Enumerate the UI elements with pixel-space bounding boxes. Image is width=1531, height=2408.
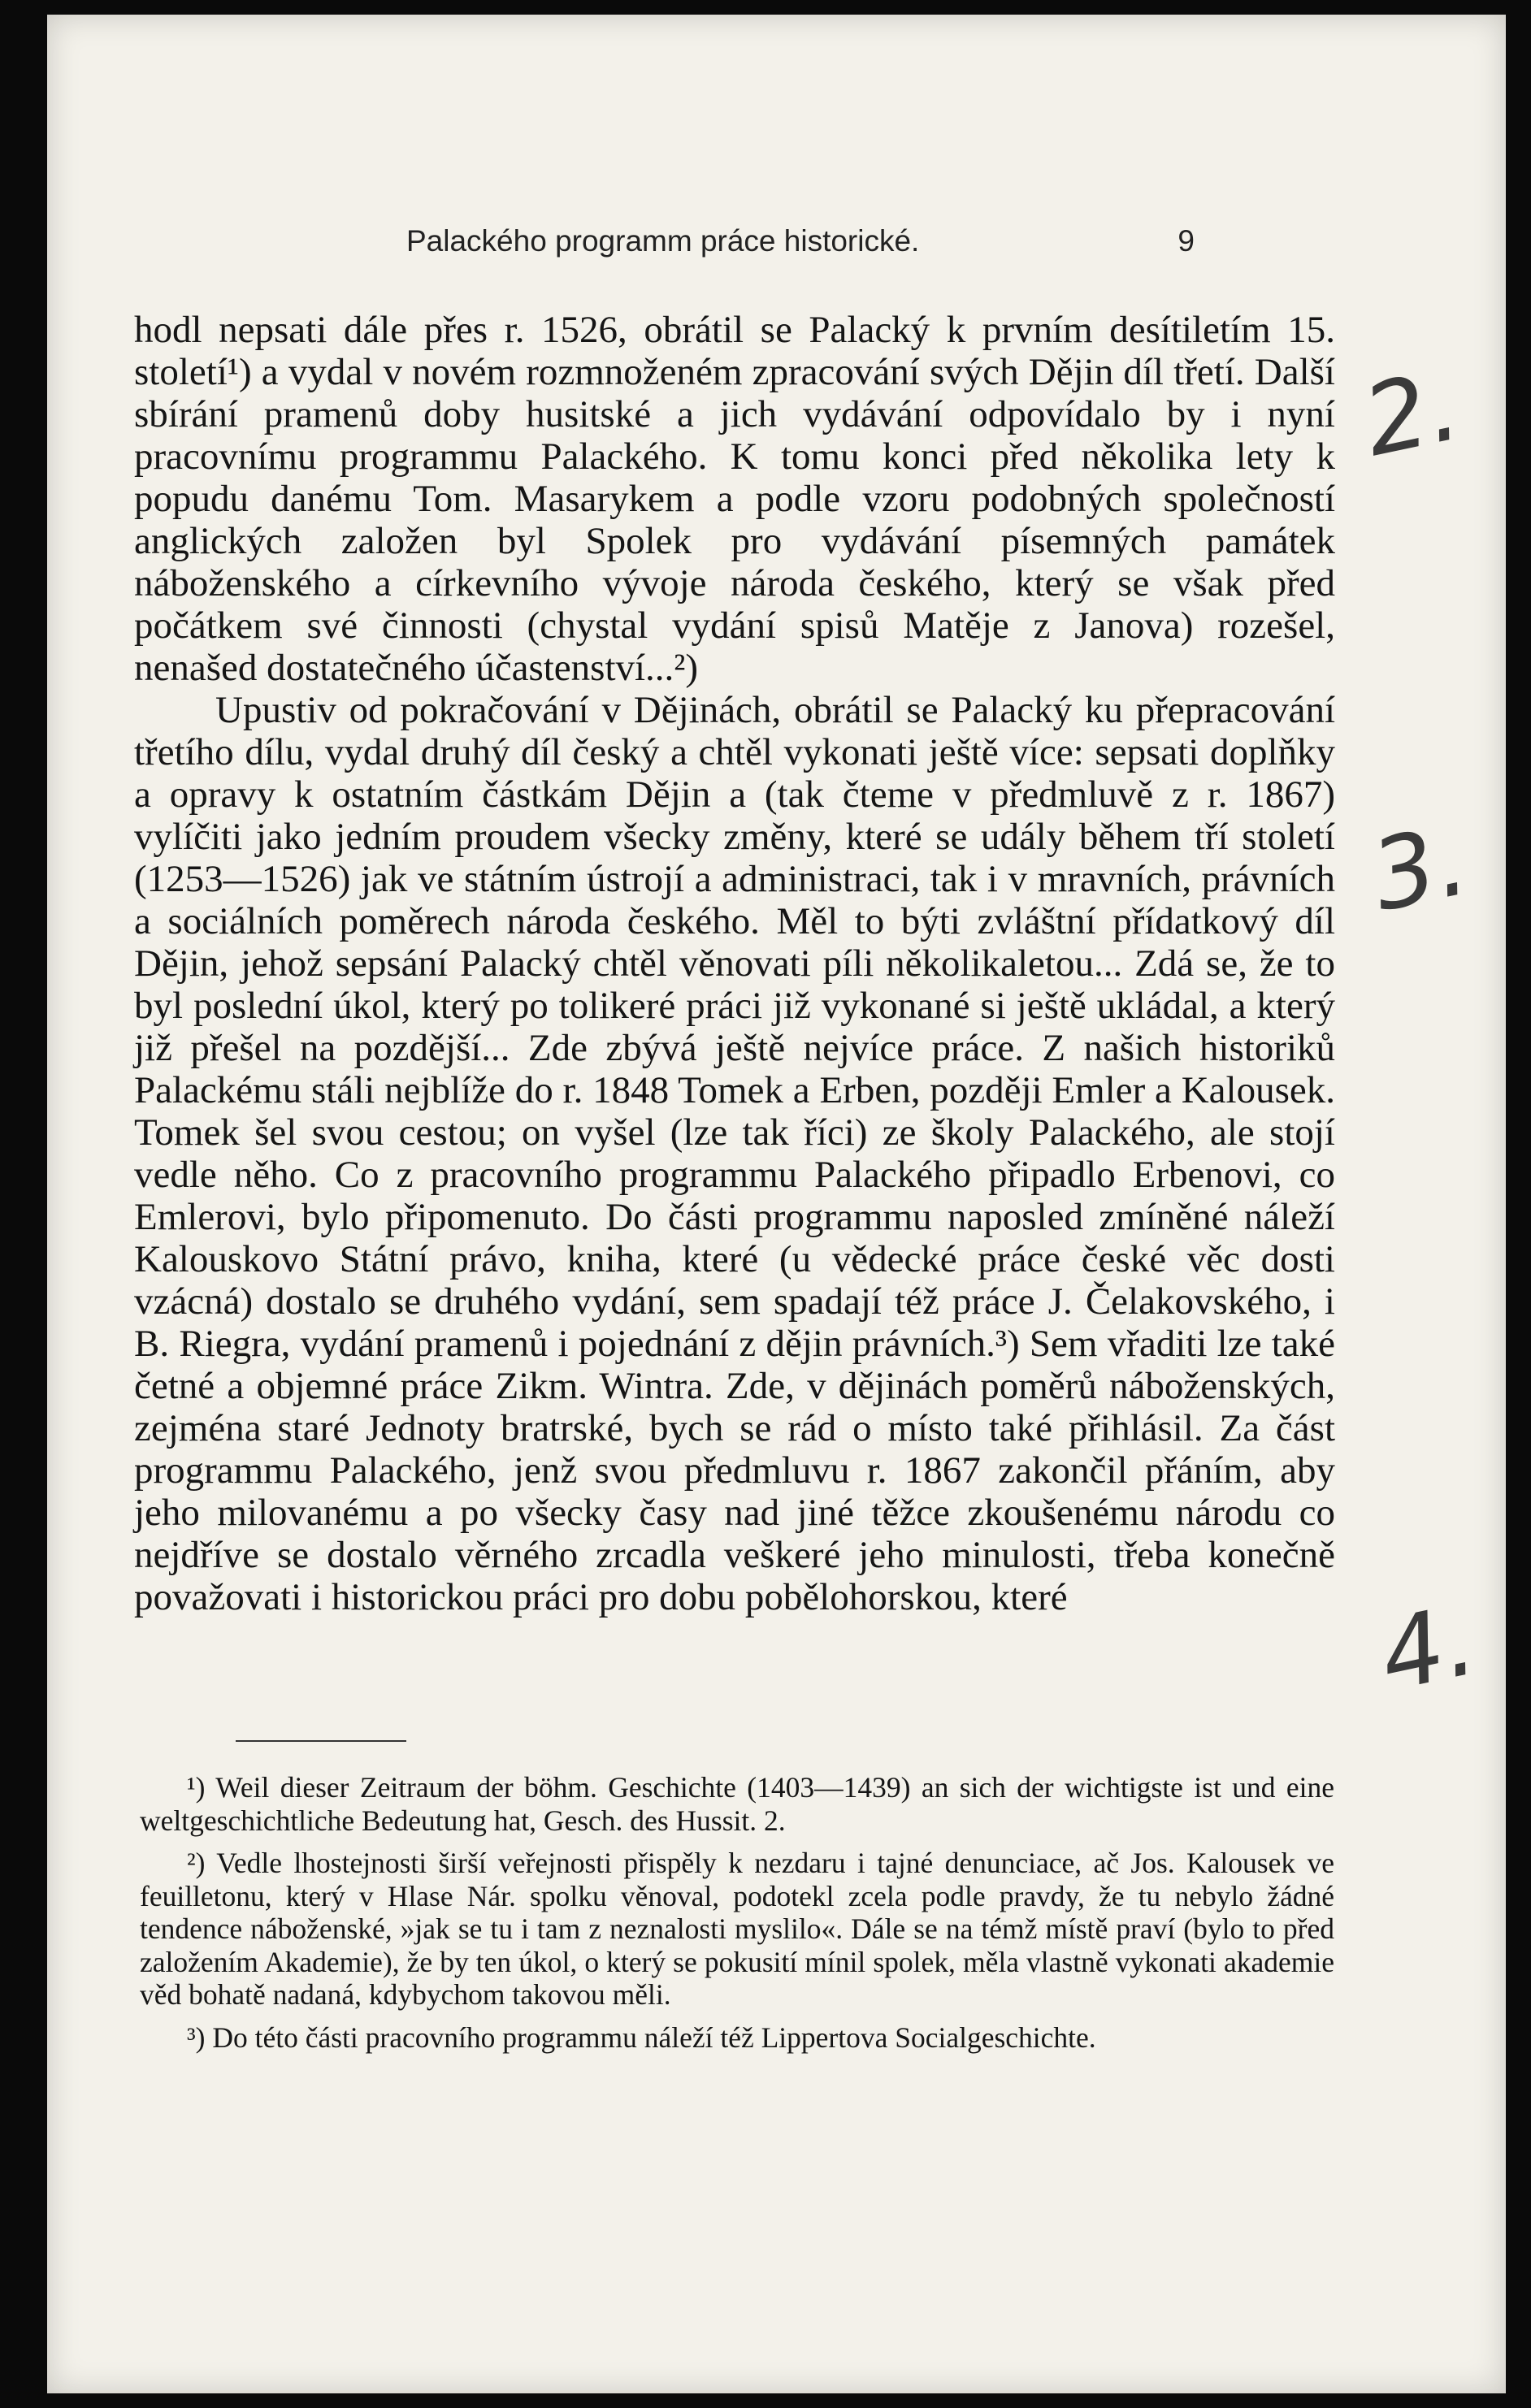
margin-note-4: 4. xyxy=(1370,1583,1485,1714)
footnote-3: ³) Do této části pracovního programmu náleží též Lippertova Socialgeschichte. xyxy=(187,2020,1096,2054)
footnotes xyxy=(140,1771,1334,2064)
main-text xyxy=(134,309,1335,1618)
footnote-rule xyxy=(236,1740,406,1742)
margin-note-3: 3. xyxy=(1362,803,1477,934)
footnote-1: ¹) Weil dieser Zeitraum der böhm. Geschichte (1403—1439) an sich der wichtigste ist und eine weltgeschichtliche Bedeutung hat, Gesch. des Hussit. 2. xyxy=(140,1771,1334,1837)
margin-note-2: 2. xyxy=(1354,349,1469,479)
paragraph: Upustiv od pokračování v Dějinách, obrátil se Palacký ku přepracování třetího dílu, vydal druhý díl český a chtěl vykonati ještě více: sepsati doplňky a opravy k ostatním částkám Dějin a (tak čteme v předmluvě z r. 1867) vylíčiti jako jedním proudem všecky změny, které se udály během tří století (1253—1526) jak ve státním ústrojí a administraci, tak i v mravních, právních a sociálních poměrech národa českého. Měl to býti zvláštní přídatkový díl Dějin, jehož sepsání Palacký chtěl věnovati píli několikaletou... Zdá se, že to byl poslední úkol, který po tolikeré práci již vykonané si ještě ukládal, a který již přešel na pozdější... Zde zbývá ještě nejvíce práce. Z našich historiků Palackému stáli nejblíže do r. 1848 Tomek a Erben, později Emler a Kalousek. Tomek šel svou cestou; on vyšel (lze tak říci) ze školy Palackého, ale stojí vedle něho. Co z pracovního programmu Palackého připadlo Erbenovi, co Emlerovi, bylo připomenuto. Do části programmu naposled zmíněné náleží Kalouskovo Státní právo, kniha, které (u vědecké práce české věc dosti vzácná) dostalo se druhého vydání, sem spadají též práce J. Čelakovského, i B. Riegra, vydání pramenů i pojednání z dějin právních.³) Sem vřaditi lze také četné a objemné práce Zikm. Wintra. Zde, v dějinách poměrů náboženských, zejména staré Jednoty bratrské, bych se rád o místo také přihlásil. Za část programmu Palackého, jenž svou předmluvu r. 1867 zakončil přáním, aby jeho milovanému a po všecky časy nad jiné těžce zkoušenému národu co nejdříve se dostalo věrného zrcadla veškeré jeho minulosti, třeba konečně považovati i historickou práci pro dobu pobělohorskou, které xyxy=(134,689,1335,1618)
paragraph: hodl nepsati dále přes r. 1526, obrátil se Palacký k prvním desítiletím 15. století¹) a vydal v novém rozmnoženém zpracování svých Dějin díl třetí. Další sbírání pramenů doby husitské a jich vydávání odpovídalo by i nyní pracovnímu programmu Palackého. K tomu konci před několika lety k popudu danému Tom. Masarykem a podle vzoru podobných společností anglických založen byl Spolek pro vydávání písemných památek náboženského a církevního vývoje národa českého, který se však před počátkem své činnosti (chystal vydání spisů Matěje z Janova) rozešel, nenašed dostatečného účastenství...²) xyxy=(134,309,1335,689)
page-number: 9 xyxy=(1178,224,1195,258)
header-title: Palackého programm práce historické. xyxy=(406,224,920,258)
footnote-2: ²) Vedle lhostejnosti širší veřejnosti přispěly k nezdaru i tajné denunciace, ač Jos. Kalousek ve feuilletonu, který v Hlase Nár. spolku věnoval, podotekl zcela podle pravdy, že tu nebylo žádné tendence náboženské, »jak se tu i tam z neznalosti myslilo«. Dále se na témž místě praví (bylo to před založením Akademie), že by ten úkol, o který se pokusití mínil spolek, měla vlastně vykonati akademie věd bohatě nadaná, kdybychom takovou měli. xyxy=(140,1847,1334,2011)
